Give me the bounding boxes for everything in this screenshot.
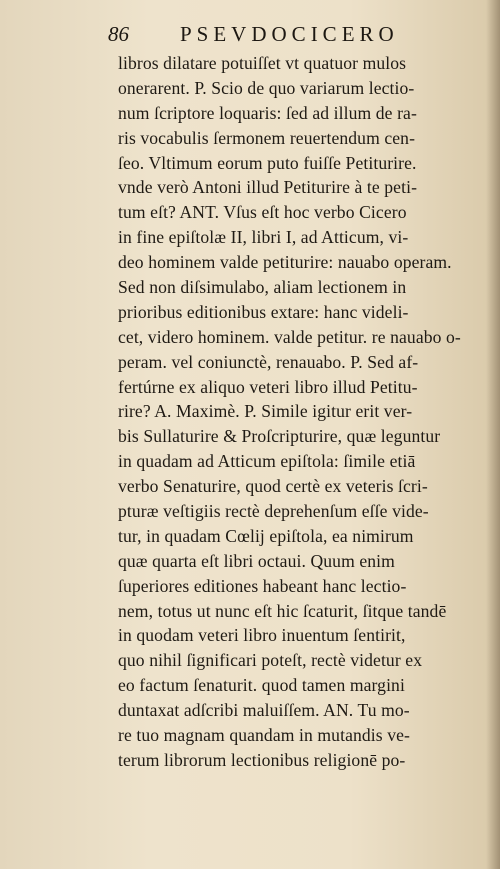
text-line: bis Sullaturire & Proſcripturire, quæ leguntur [118, 426, 441, 447]
text-line: in quodam veteri libro inuentum ſentirit, [118, 625, 406, 646]
text-line: verbo Senaturire, quod certè ex veteris ſcri- [118, 476, 428, 497]
text-line: quæ quarta eſt libri octaui. Quum enim [118, 550, 395, 571]
text-line: num ſcriptore loquaris: ſed ad illum de ra- [118, 102, 417, 123]
text-line: onerarent. P. Scio de quo variarum lectio- [118, 77, 415, 98]
text-line: eo factum ſenaturit. quod tamen margini [118, 675, 405, 696]
text-line: pturæ veſtigiis rectè deprehenſum eſſe vide- [118, 501, 429, 522]
text-line: nem, totus ut nunc eſt hic ſcaturit, ſitque tandē [118, 600, 447, 621]
page-number: 86 [108, 22, 129, 46]
text-line: deo hominem valde petiturire: nauabo operam. [118, 252, 452, 273]
text-line: libros dilatare potuiſſet vt quatuor mulos [118, 53, 407, 73]
text-line: rire? A. Maximè. P. Simile igitur erit ver- [118, 401, 413, 422]
text-line: duntaxat adſcribi maluiſſem. AN. Tu mo- [118, 700, 410, 721]
text-line: cet, videro hominem. valde petitur. re nauabo o- [118, 326, 461, 347]
text-line: quo nihil ſignificari poteſt, rectè videtur ex [118, 650, 423, 671]
text-line: fertúrne ex aliquo veteri libro illud Petitu- [118, 376, 418, 397]
text-line: tur, in quadam Cœlij epiſtola, ea nimirum [118, 525, 414, 546]
running-title: PSEVDOCICERO [180, 22, 399, 46]
text-line: in fine epiſtolæ II, libri I, ad Atticum, vi- [118, 227, 409, 248]
body-text [118, 51, 494, 773]
text-line: prioribus editionibus extare: hanc videli- [118, 301, 409, 322]
text-line: vnde verò Antoni illud Petiturire à te peti- [118, 177, 418, 198]
text-line: ris vocabulis ſermonem reuertendum cen- [118, 127, 416, 148]
text-line: peram. vel coniunctè, renauabo. P. Sed af- [118, 351, 419, 372]
text-line: in quadam ad Atticum epiſtola: ſimile etiā [118, 451, 416, 472]
text-line: re tuo magnam quandam in mutandis ve- [118, 725, 410, 746]
text-line: terum librorum lectionibus religionē po- [118, 749, 406, 770]
text-line: ſuperiores editiones habeant hanc lectio- [118, 575, 407, 596]
text-line: Sed non diſsimulabo, aliam lectionem in [118, 277, 407, 298]
text-line: tum eſt? ANT. Vſus eſt hoc verbo Cicero [118, 202, 407, 223]
text-line: ſeo. Vltimum eorum puto fuiſſe Petiturire. [118, 152, 417, 173]
